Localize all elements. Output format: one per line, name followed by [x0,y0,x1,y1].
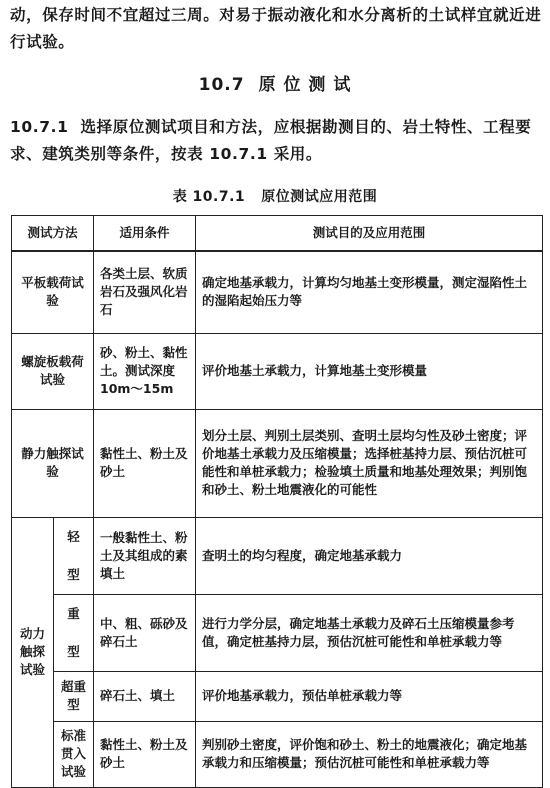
purpose-cell: 划分土层、判别土层类别、查明土层均匀性及砂土密度；评价地基土承载力及压缩模量；选择桩基持力层、预估沉桩可能性和单桩承载力；检验填土质量和地基处理效果；判别饱和砂土、粉土地震液化的可能性 [196,409,543,517]
subtype-cell [54,517,94,594]
method-cell: 螺旋板载荷试验 [12,333,94,409]
table-row [12,671,543,721]
intro-paragraph: 动，保存时间不宜超过三周。对易于振动液化和水分离析的土试样宜就近进行试验。 [10,6,542,51]
purpose-cell: 评价地基土承载力，计算地基土变形模量 [196,333,543,409]
table-row [12,594,543,671]
clause-text: 选择原位测试项目和方法，应根据勘测目的、岩土特性、工程要求、建筑类别等条件，按表 10.7.1 采用。 [10,118,532,163]
table-row [12,721,543,787]
table-row [12,517,543,594]
subtype-char: 重 [67,605,80,621]
dynamic-probing-label: 动力触探试验 [12,517,54,787]
table-caption-title: 原位测试应用范围 [261,189,378,205]
subtype-char: 型 [67,566,80,582]
subtype-cell: 超重型 [54,671,94,721]
purpose-cell: 判别砂土密度，评价饱和砂土、粉土的地震液化；确定地基承载力和压缩模量；预估沉桩可能性和单桩承载力等 [196,721,543,787]
table-row [12,251,543,333]
table-row [12,409,543,517]
condition-cell: 砂、粉土、黏性土。测试深度10m～15m [94,333,196,409]
header-method: 测试方法 [12,216,94,252]
section-title: 原 位 测 试 [258,75,352,95]
condition-cell: 碎石土、填土 [94,671,196,721]
condition-cell: 一般黏性土、粉土及其组成的素填土 [94,517,196,594]
clause-paragraph [10,114,542,168]
purpose-cell: 评价地基承载力，预估单桩承载力等 [196,671,543,721]
condition-cell: 中、粗、砾砂及碎石土 [94,594,196,671]
method-cell: 静力触探试验 [12,409,94,517]
condition-cell: 黏性土、粉土及砂土 [94,409,196,517]
header-purpose: 测试目的及应用范围 [196,216,543,252]
in-situ-test-table [11,215,543,788]
table-caption-number: 表 10.7.1 [172,189,246,205]
purpose-cell: 查明土的均匀程度，确定地基承载力 [196,517,543,594]
condition-cell: 黏性土、粉土及砂土 [94,721,196,787]
purpose-cell: 确定地基承载力，计算均匀地基土变形模量，测定湿陷性土的湿陷起始压力等 [196,251,543,333]
method-cell: 平板载荷试验 [12,251,94,333]
table-row [12,333,543,409]
table-caption [0,186,550,206]
condition-cell: 各类土层、软质岩石及强风化岩石 [94,251,196,333]
purpose-cell: 进行力学分层，确定地基土承载力及碎石土压缩模量参考值，确定桩基持力层，预估沉桩可能性和单桩承载力等 [196,594,543,671]
clause-number: 10.7.1 [10,118,69,136]
subtype-char: 轻 [67,528,80,544]
subtype-cell: 标准贯入试验 [54,721,94,787]
subtype-cell [54,594,94,671]
section-number: 10.7 [198,75,245,95]
table-header-row [12,216,543,252]
section-heading [0,70,550,95]
subtype-char: 型 [67,643,80,659]
header-condition: 适用条件 [94,216,196,252]
